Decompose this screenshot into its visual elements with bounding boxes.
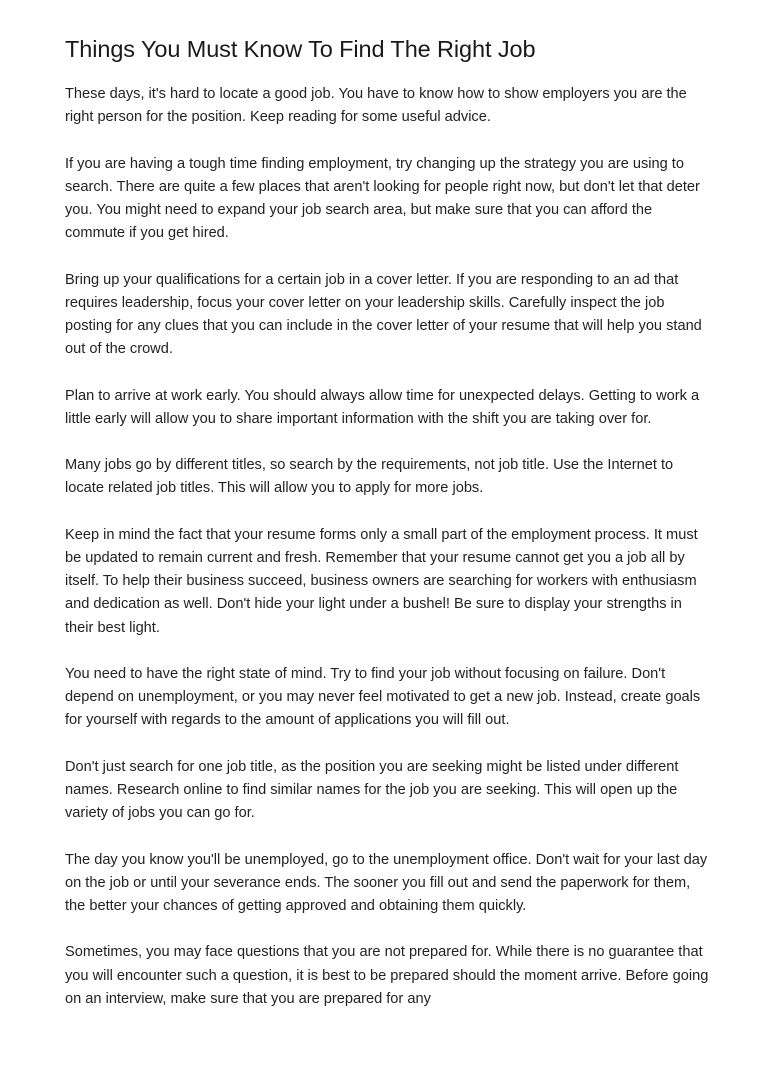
page-title: Things You Must Know To Find The Right Job: [65, 36, 536, 62]
paragraph-resume: Keep in mind the fact that your resume forms only a small part of the employment process. It must be updated to remain current and fresh. Remember that your resume cannot get you a job all by itself. To help their business succeed, business owners are searching for workers with enthusiasm and dedication as well. Don't hide your light under a bushel! Be sure to display your strengths in their best light.: [65, 526, 698, 636]
paragraph-unemployment-office: The day you know you'll be unemployed, go to the unemployment office. Don't wait for your last day on the job or until your severance ends. The sooner you fill out and send the paperwork for them, the better your chances of getting approved and obtaining them quickly.: [65, 851, 708, 914]
paragraph-interview-questions: Sometimes, you may face questions that you are not prepared for. While there is no guarantee that you will encounter such a question, it is best to be prepared should the moment arrive. Before going on an interview, make sure that you are prepared for any: [65, 944, 709, 1007]
paragraph-cover-letter: Bring up your qualifications for a certain job in a cover letter. If you are responding to an ad that requires leadership, focus your cover letter on your leadership skills. Carefully inspect the job posting for any clues that you can include in the cover letter of your resume that will help you stand out of the crowd.: [65, 271, 702, 358]
paragraph-search-names: Don't just search for one job title, as the position you are seeking might be listed under different names. Research online to find similar names for the job you are seeking. This will open up the variety of jobs you can go for.: [65, 758, 679, 822]
paragraph-intro: These days, it's hard to locate a good job. You have to know how to show employers you are the right person for the position. Keep reading for some useful advice.: [65, 86, 687, 126]
document-page: [65, 34, 710, 1034]
paragraph-search-strategy: If you are having a tough time finding employment, try changing up the strategy you are using to search. There are quite a few places that aren't looking for people right now, but don't let that deter you. You might need to expand your job search area, but make sure that you can afford the commute if you get hired.: [65, 155, 700, 242]
paragraph-arrive-early: Plan to arrive at work early. You should always allow time for unexpected delays. Getting to work a little early will allow you to share important information with the shift you are taking over for.: [65, 387, 700, 427]
paragraph-job-titles: Many jobs go by different titles, so search by the requirements, not job title. Use the Internet to locate related job titles. This will allow you to apply for more jobs.: [65, 457, 674, 497]
paragraph-state-of-mind: You need to have the right state of mind. Try to find your job without focusing on failure. Don't depend on unemployment, or you may never feel motivated to get a new job. Instead, create goals for yourself with regards to the amount of applications you will fill out.: [65, 665, 701, 729]
